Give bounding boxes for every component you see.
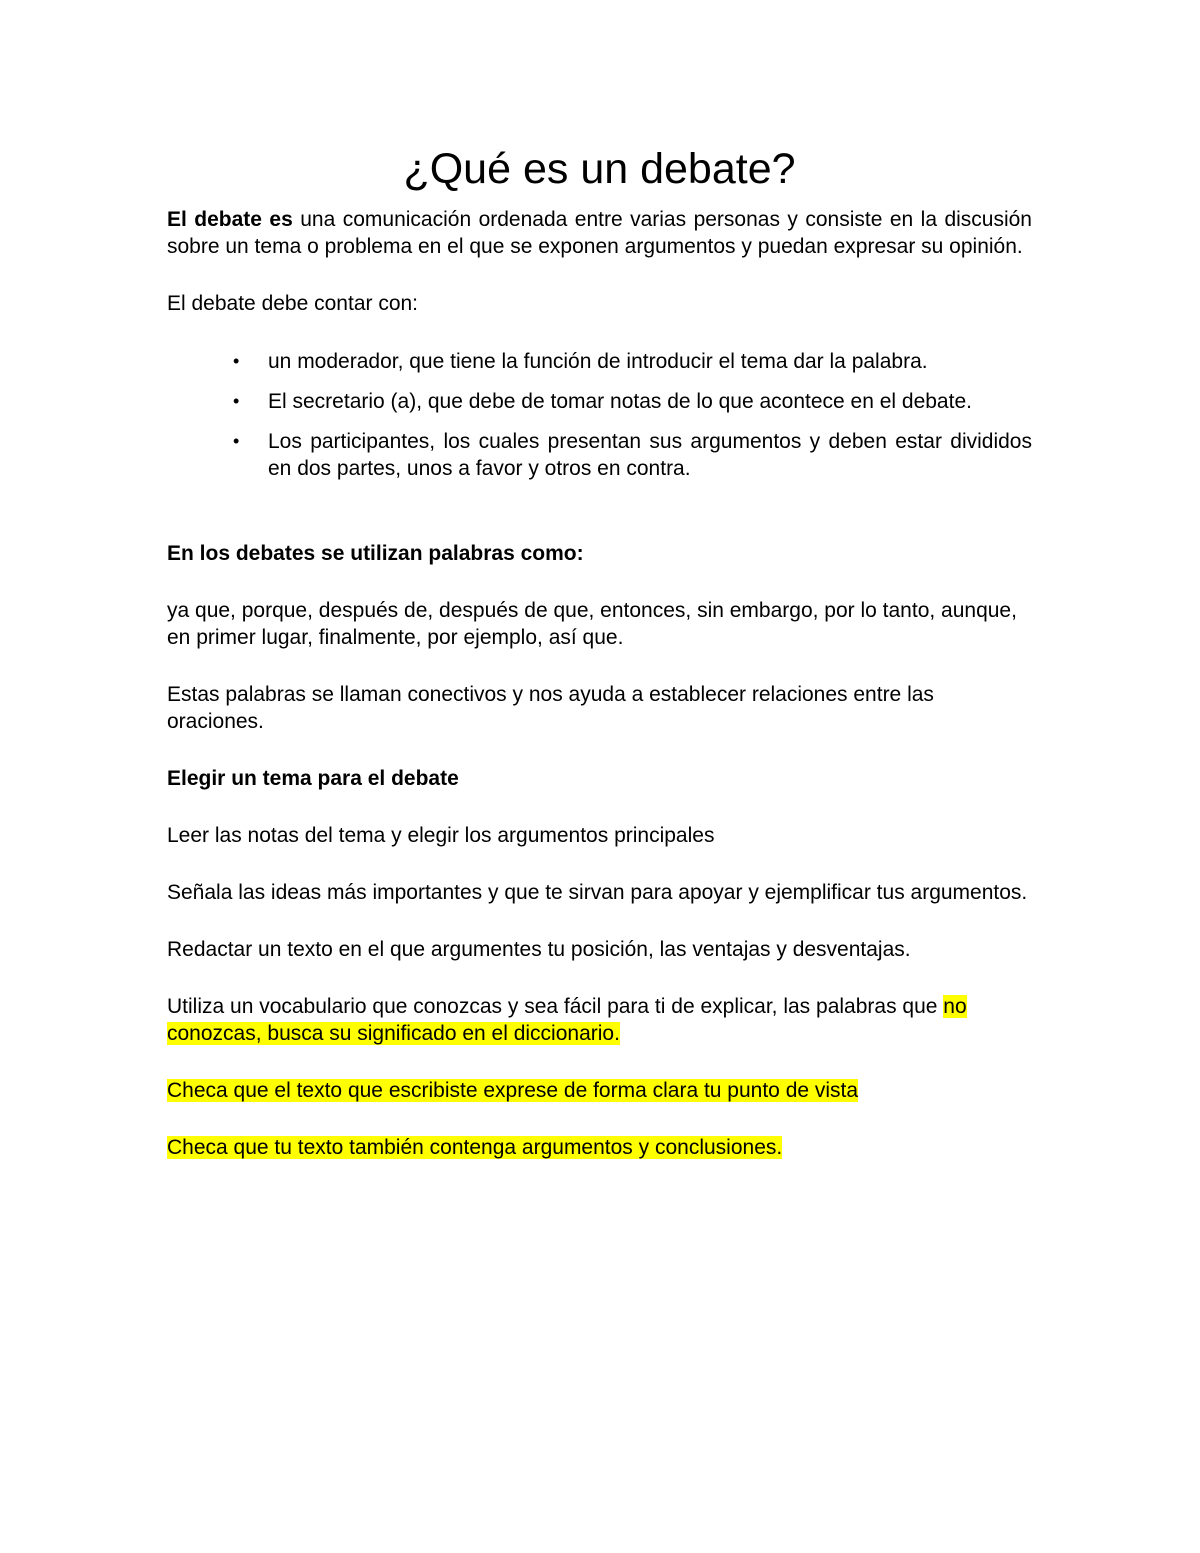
intro-bold-lead: El debate es bbox=[167, 208, 293, 231]
list-item-text: un moderador, que tiene la función de introducir el tema dar la palabra. bbox=[268, 350, 928, 373]
step-check-clear bbox=[167, 1077, 1032, 1104]
choose-topic-heading: Elegir un tema para el debate bbox=[167, 767, 459, 790]
intro-text: una comunicación ordenada entre varias personas y consiste en la discusión sobre un tema o problema en el que se exponen argumentos y puedan expresar su opinión. bbox=[167, 208, 1032, 258]
bullet-icon: • bbox=[233, 391, 240, 411]
step-check-arguments-highlight: Checa que tu texto también contenga argumentos y conclusiones. bbox=[167, 1136, 783, 1159]
bullet-icon: • bbox=[233, 351, 240, 371]
requirements-intro: El debate debe contar con: bbox=[167, 292, 419, 315]
step-write: Redactar un texto en el que argumentes tu posición, las ventajas y desventajas. bbox=[167, 938, 911, 961]
intro-paragraph bbox=[167, 206, 1032, 260]
page-title: ¿Qué es un debate? bbox=[403, 145, 796, 193]
connectives-list: ya que, porque, después de, después de que, entonces, sin embargo, por lo tanto, aunque, en primer lugar, finalmente, por ejemplo, así que. bbox=[167, 599, 1017, 649]
step-vocabulary-plain: Utiliza un vocabulario que conozcas y sea fácil para ti de explicar, las palabras que bbox=[167, 995, 944, 1018]
step-check-arguments bbox=[167, 1134, 1032, 1161]
list-item bbox=[167, 428, 1032, 482]
list-item-text: Los participantes, los cuales presentan sus argumentos y deben estar divididos en dos partes, unos a favor y otros en contra. bbox=[268, 430, 1032, 480]
document-body bbox=[167, 143, 1032, 1161]
step-vocabulary-highlight: no conozcas, busca su significado en el diccionario. bbox=[167, 995, 967, 1045]
connectives-heading: En los debates se utilizan palabras como: bbox=[167, 542, 584, 565]
list-item bbox=[167, 348, 1032, 375]
connectives-note: Estas palabras se llaman conectivos y nos ayuda a establecer relaciones entre las oraciones. bbox=[167, 683, 934, 733]
list-item bbox=[167, 388, 1032, 415]
list-item-text: El secretario (a), que debe de tomar notas de lo que acontece en el debate. bbox=[268, 390, 972, 413]
bullet-icon: • bbox=[233, 431, 240, 451]
step-check-clear-highlight: Checa que el texto que escribiste exprese de forma clara tu punto de vista bbox=[167, 1079, 859, 1102]
step-read: Leer las notas del tema y elegir los argumentos principales bbox=[167, 824, 715, 847]
step-vocabulary bbox=[167, 993, 1032, 1047]
step-mark: Señala las ideas más importantes y que te sirvan para apoyar y ejemplificar tus argumentos. bbox=[167, 881, 1028, 904]
requirements-list bbox=[167, 348, 1032, 482]
